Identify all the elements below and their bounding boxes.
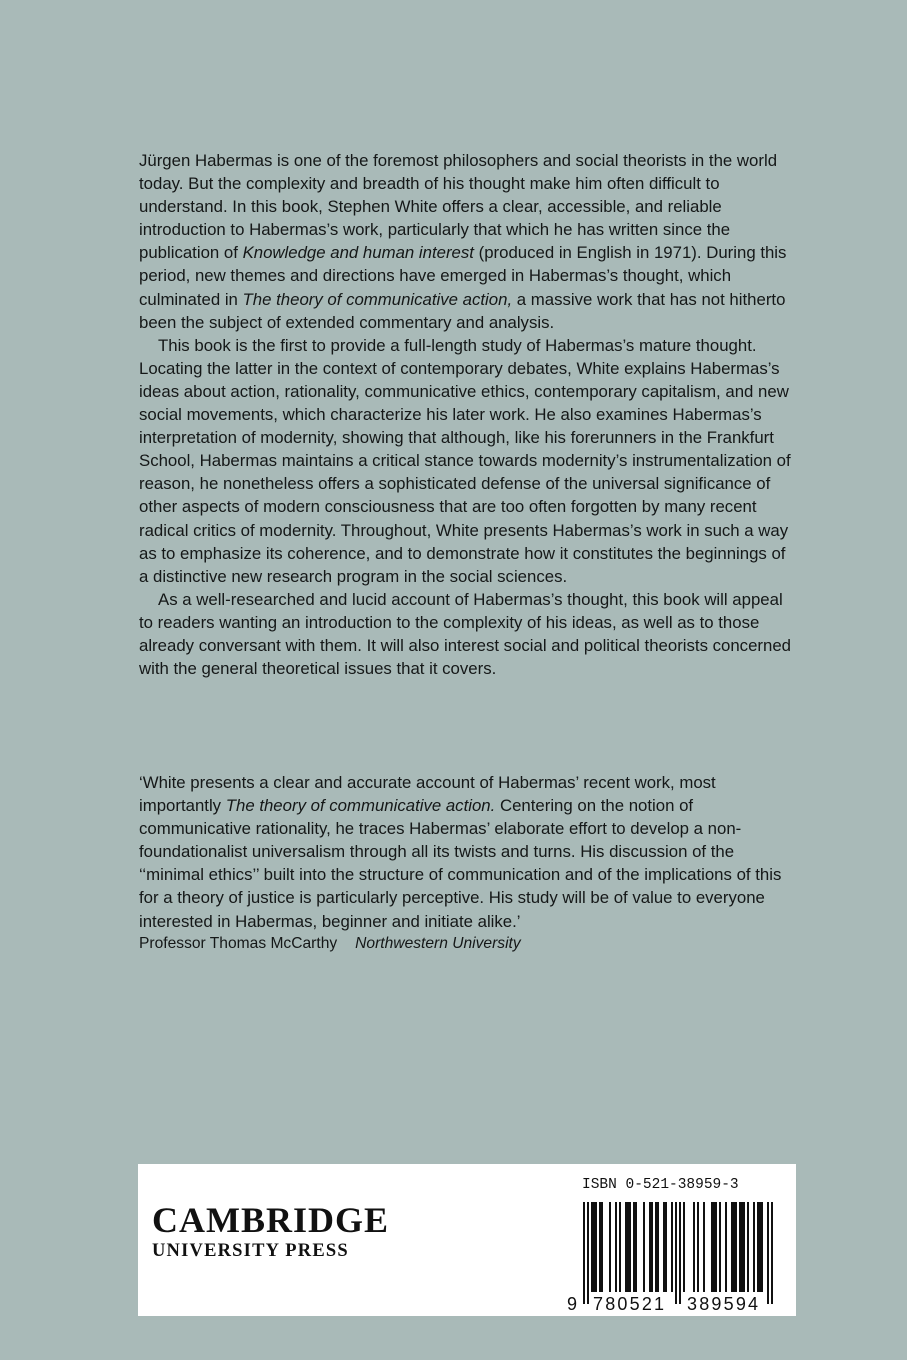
barcode-bar — [759, 1202, 761, 1292]
publisher-logo — [152, 1202, 389, 1262]
barcode-bar — [619, 1202, 621, 1292]
quote-part: Centering on the notion of communicative rationality, he traces Habermas’ elaborate effort to develop a non-foundationalist universalism through all its twists and turns. His discussion of the ‘‘minimal ethics’’ built into the structure of communication and of the implications of this for a theory of justice is particularly perceptive. His study will be of value to everyone interested in Habermas, beginner and initiate alike.’ — [139, 796, 782, 931]
barcode-bar — [663, 1202, 665, 1292]
blurb-text: a massive work that has not hitherto been the subject of extended commentary and analysis. — [139, 289, 786, 332]
book-title: The theory of communicative action, — [242, 289, 513, 309]
barcode-bar — [733, 1202, 735, 1292]
barcode-bars — [583, 1202, 773, 1304]
book-title: The theory of communicative action. — [225, 796, 496, 816]
barcode-bar — [771, 1202, 773, 1304]
barcode-bar — [679, 1202, 681, 1304]
barcode-bar — [629, 1202, 631, 1292]
barcode-bar — [601, 1202, 603, 1292]
barcode-bar — [715, 1202, 717, 1292]
blurb-paragraph-3: As a well-researched and lucid account of Habermas’s thought, this book will appeal to readers wanting an introduction to the complexity of his ideas, as well as to those already conversant with them. It will also interest social and political theorists concerned with the general theoretical issues that it covers. — [139, 589, 791, 679]
quote-attribution — [139, 933, 799, 955]
barcode-bar — [731, 1202, 733, 1292]
publisher-name: CAMBRIDGE — [152, 1200, 390, 1240]
barcode-digits-right: 389594 — [687, 1294, 761, 1314]
barcode-bar — [761, 1202, 763, 1292]
book-title: Knowledge and human interest — [242, 243, 474, 263]
barcode-bar — [595, 1202, 597, 1292]
barcode-bar — [599, 1202, 601, 1292]
barcode-bar — [635, 1202, 637, 1292]
barcode-bar — [649, 1202, 651, 1292]
barcode-bar — [703, 1202, 705, 1292]
barcode-bar — [665, 1202, 667, 1292]
barcode-bar — [741, 1202, 743, 1292]
barcode-bar — [615, 1202, 617, 1292]
barcode-bar — [697, 1202, 699, 1292]
barcode-bar — [671, 1202, 673, 1292]
barcode-bar — [675, 1202, 677, 1304]
barcode-bar — [767, 1202, 769, 1304]
barcode-bar — [719, 1202, 721, 1292]
barcode-bar — [655, 1202, 657, 1292]
publisher-box — [138, 1164, 796, 1316]
quote-text — [139, 771, 799, 933]
publisher-subname: UNIVERSITY PRESS — [152, 1241, 349, 1261]
quote-author: Professor Thomas McCarthy — [139, 934, 338, 952]
barcode-bar — [651, 1202, 653, 1292]
barcode-bar — [735, 1202, 737, 1292]
blurb — [139, 149, 799, 680]
barcode-bar — [725, 1202, 727, 1292]
blurb-paragraph-1 — [139, 149, 799, 334]
barcode-bar — [743, 1202, 745, 1292]
barcode-bar — [633, 1202, 635, 1292]
isbn-label: ISBN 0-521-38959-3 — [582, 1177, 739, 1193]
barcode-bar — [693, 1202, 695, 1292]
barcode-bar — [713, 1202, 715, 1292]
blurb-paragraph-2: This book is the first to provide a full-length study of Habermas’s mature thought. Locating the latter in the context of contemporary debates, White explains Habermas’s ideas about action, rationality, communicative ethics, contemporary capitalism, and new social movements, which characterize his later work. He also examines Habermas’s interpretation of modernity, showing that although, like his forerunners in the Frankfurt School, Habermas maintains a critical stance towards modernity’s instrumentalization of reason, he nonetheless offers a sophisticated defense of the universal significance of other aspects of modern consciousness that are too often forgotten by many recent radical critics of modernity. Throughout, White presents Habermas’s work in such a way as to emphasize its coherence, and to demonstrate how it constitutes the beginnings of a distinctive new research program in the social sciences. — [139, 335, 791, 586]
barcode-bar — [593, 1202, 595, 1292]
quote-part: ‘White presents a clear and accurate account of Habermas’ recent work, most importantly — [139, 773, 716, 816]
barcode-bar — [683, 1202, 685, 1292]
barcode-digits-left: 780521 — [593, 1294, 667, 1314]
barcode-bar — [753, 1202, 755, 1292]
barcode-bar — [757, 1202, 759, 1292]
quote-institution: Northwestern University — [355, 934, 521, 952]
barcode-bar — [627, 1202, 629, 1292]
blurb-text: (produced in English in 1971). During this period, new themes and directions have emerged in Habermas’s thought, which culminated in — [139, 243, 787, 309]
blurb-text: Jürgen Habermas is one of the foremost philosophers and social theorists in the world today. But the complexity and breadth of his thought make him often difficult to understand. In this book, Stephen White offers a clear, accessible, and reliable introduction to Habermas’s work, particularly that which he has written since the publication of — [139, 151, 778, 263]
barcode — [563, 1202, 785, 1314]
barcode-bar — [587, 1202, 589, 1304]
barcode-bar — [583, 1202, 585, 1304]
barcode-first-digit: 9 — [567, 1294, 578, 1314]
barcode-bar — [609, 1202, 611, 1292]
barcode-bar — [591, 1202, 593, 1292]
barcode-bar — [711, 1202, 713, 1292]
barcode-bar — [739, 1202, 741, 1292]
barcode-bar — [643, 1202, 645, 1292]
barcode-bar — [657, 1202, 659, 1292]
review-quote — [139, 771, 799, 955]
barcode-bar — [747, 1202, 749, 1292]
barcode-bar — [625, 1202, 627, 1292]
